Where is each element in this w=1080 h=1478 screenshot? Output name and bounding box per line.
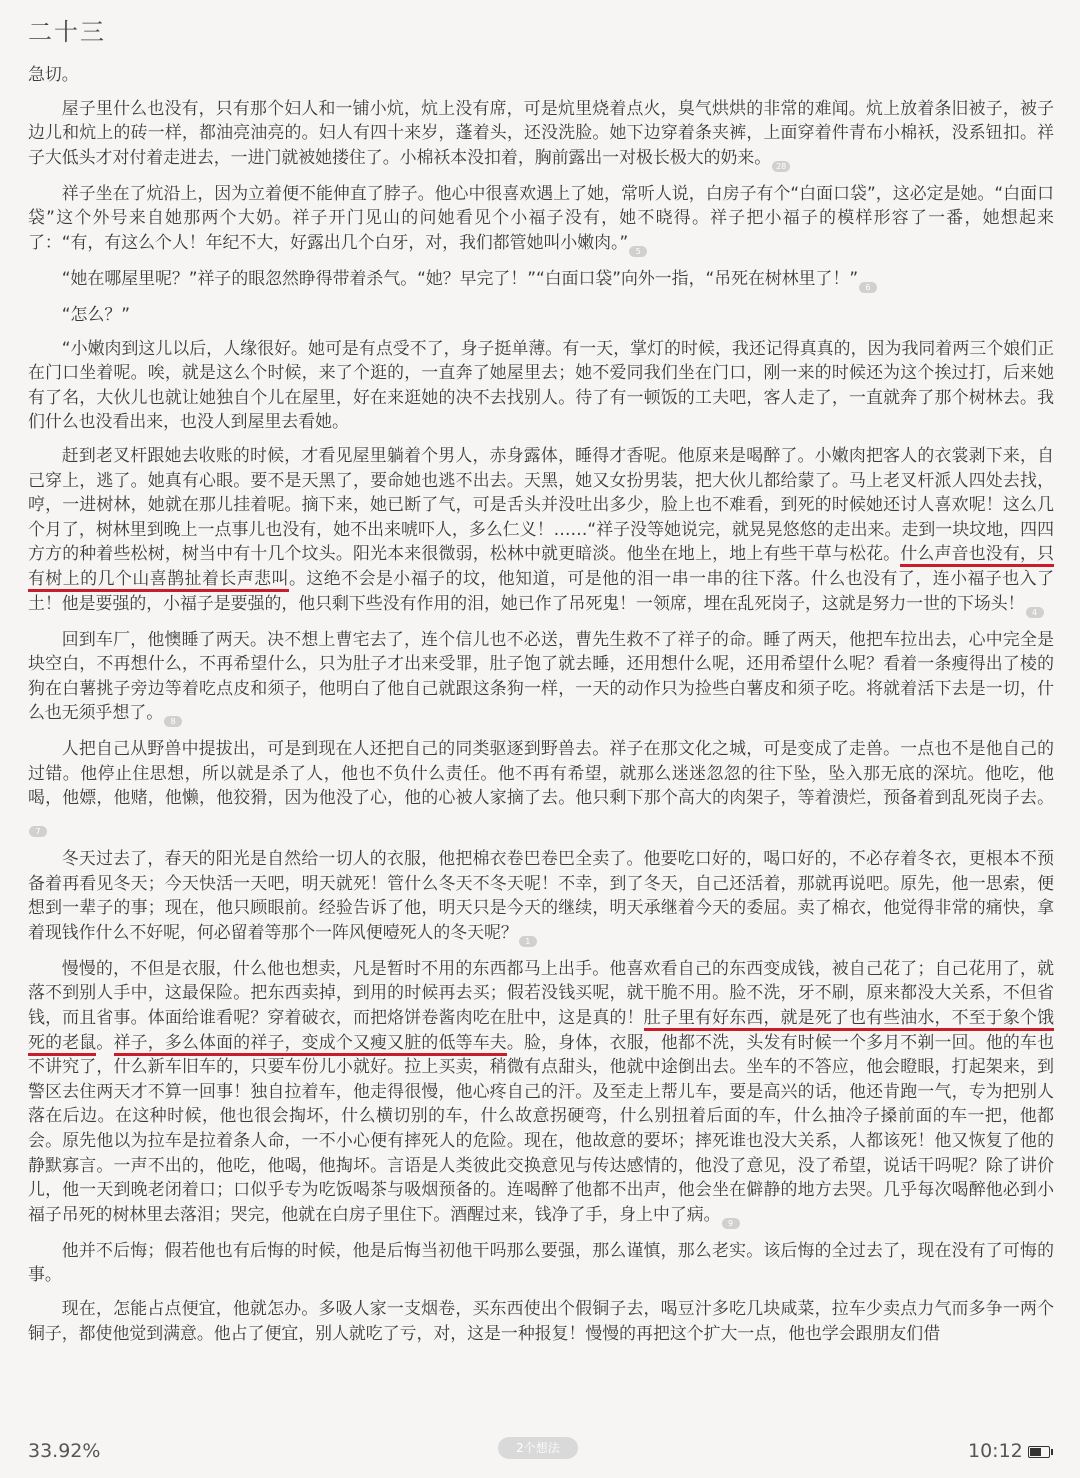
text-segment: 。脸，身体，衣服，他都不洗，头发有时候一个多月不剃一回。他的车也不讲究了，什么新车旧车的，只要车份儿小就好。拉上买卖，稍微有点甜头，他就中途倒出去。坐车的不答应，他会瞪眼，打起架来，到警区去住两天才不算一回事！独自拉着车，他走得很慢，他心疼自己的汗。及至走上帮儿车，要是高兴的话，他还肯跑一气，专为把别人落在后边。在这种时候，他也很会掏坏，什么横切别的车，什么故意拐硬弯，什么别扭着后面的车，什么抽冷子搡前面的车一把，他都会。原先他以为拉车是拉着条人命，一不小心便有摔死人的危险。现在，他故意的要坏；摔死谁也没大关系，人都该死！他又恢复了他的静默寡言。一声不出的，他吃，他喝，他掏坏。言语是人类彼此交换意见与传达感情的，他没了意见，没了希望，说话干吗呢？除了讲价儿，他一天到晚老闭着口；口似乎专为吃饭喝茶与吸烟预备的。连喝醉了他都不出声，他会坐在僻静的地方去哭。几乎每次喝醉他必到小福子吊死的树林里去落泪；哭完，他就在白房子里住下。酒醒过来，钱净了手，身上中了病。 bbox=[28, 1031, 1055, 1224]
text-segment: 慢慢的，不但是衣服，什么他也想卖，凡是暂时不用的东西都马上出手。他喜欢看自己的东西变成钱，被自己花了；自己花用了，就落不到别人手中，这最保险。把东西卖掉，到用的时候再去买；假若没钱买呢，就干脆不用。脸不洗，牙不刷，原来都没大关系，不但省钱，而且省事。体面给谁看呢？穿着破衣，而把烙饼卷酱肉吃在肚中，这是真的！ bbox=[28, 957, 1054, 1028]
paragraph[interactable] bbox=[28, 62, 1054, 87]
text-segment: 。这绝不会是小福子的坟，他知道，可是他的泪一串一串的往下落。什么也没有了，连小福子也入了土！他是要强的，小福子是要强的，他只剩下些没有作用的泪，她已作了吊死鬼！一领席，埋在乱死岗子，这就是努力一世的下场头！ bbox=[28, 567, 1055, 613]
text-segment: 人把自己从野兽中提拔出，可是到现在人还把自己的同类驱逐到野兽去。祥子在那文化之城，可是变成了走兽。一点也不是他自己的过错。他停止住思想，所以就是杀了人，他也不负什么责任。他不再有希望，就那么迷迷忽忽的往下坠，坠入那无底的深坑。他吃，他喝，他嫖，他赌，他懒，他狡猾，因为他没了心，他的心被人家摘了去。他只剩下那个高大的肉架子，等着溃烂，预备着到乱死岗子去。 bbox=[28, 738, 1054, 808]
annotation-count-badge[interactable]: 7 bbox=[29, 826, 47, 837]
paragraph[interactable] bbox=[28, 1238, 1054, 1287]
chapter-title: 二十三 bbox=[28, 18, 106, 46]
reading-text[interactable] bbox=[28, 62, 1054, 1354]
annotation-count-badge[interactable]: 9 bbox=[722, 1218, 740, 1229]
paragraph[interactable] bbox=[28, 336, 1054, 434]
paragraph[interactable] bbox=[28, 266, 1054, 293]
annotation-count-badge[interactable]: 6 bbox=[859, 282, 877, 293]
ideas-button[interactable]: 2个想法 bbox=[498, 1437, 578, 1459]
text-segment: “小嫩肉到这儿以后，人缘很好。她可是有点受不了，身子挺单薄。有一天，掌灯的时候，我还记得真真的，因为我同着两三个娘们正在门口坐着呢。唉，就是这么个时候，来了个逛的，一直奔了她屋里去；她不爱同我们坐在门口，刚一来的时候还为这个挨过打，后来她有了名，大伙儿也就让她独自个儿在屋里，好在来逛她的决不去找别人。待了有一顿饭的工夫吧，客人走了，一直就奔了那个树林去。我们什么也没看出来，也没人到屋里去看她。 bbox=[28, 337, 1054, 432]
annotation-count-badge[interactable]: 1 bbox=[519, 936, 537, 947]
clock-time: 10:12 bbox=[968, 1440, 1023, 1462]
paragraph[interactable] bbox=[28, 96, 1054, 172]
reading-progress: 33.92% bbox=[28, 1440, 101, 1462]
highlighted-underline-text[interactable]: 肚子里有好东西，就是死了也有些油水，不至于象个饿死的老鼠 bbox=[28, 1007, 1054, 1056]
text-segment: 屋子里什么也没有，只有那个妇人和一铺小炕，炕上没有席，可是炕里烧着点火，臭气烘烘的非常的难闻。炕上放着条旧被子，被子边儿和炕上的砖一样，都油亮油亮的。妇人有四十来岁，蓬着头，还没洗脸。她下边穿着条夹裤，上面穿着件青布小棉袄，没系钮扣。祥子大低头才对付着走进去，一进门就被她搂住了。小棉袄本没扣着，胸前露出一对极长极大的奶来。 bbox=[28, 97, 1054, 167]
annotation-count-badge[interactable]: 4 bbox=[1026, 607, 1044, 618]
highlighted-underline-text[interactable]: 祥子，多么体面的祥子，变成个又瘦又脏的低等车夫 bbox=[114, 1032, 507, 1056]
text-segment: 赶到老叉杆跟她去收账的时候，才看见屋里躺着个男人，赤身露体，睡得才香呢。他原来是喝醉了。小嫩肉把客人的衣裳剥下来，自己穿上，逃了。她真有心眼。要不是天黑了，要命她也逃不出去。天黑，她又女扮男装，把大伙儿都给蒙了。马上老叉杆派人四处去找，哼，一进树林，她就在那儿挂着呢。摘下来，她已断了气，可是舌头并没吐出多少，脸上也不难看，到死的时候她还讨人喜欢呢！这么几个月了，树林里到晚上一点事儿也没有，她不出来唬吓人，多么仁义！……“祥子没等她说完，就晃晃悠悠的走出来。走到一块坟地，四四方方的种着些松树，树当中有十几个坟头。阳光本来很微弱，松林中就更暗淡。他坐在地上，地上有些干草与松花。 bbox=[28, 444, 1054, 564]
text-segment: “她在哪屋里呢？”祥子的眼忽然睁得带着杀气。“她？早完了！”“白面口袋”向外一指，“吊死在树林里了！” bbox=[61, 267, 859, 288]
text-segment: 急切。 bbox=[28, 64, 79, 84]
paragraph[interactable] bbox=[28, 846, 1054, 947]
annotation-count-badge[interactable]: 5 bbox=[629, 246, 647, 257]
text-segment: 他并不后悔；假若他也有后悔的时候，他是后悔当初他干吗那么要强，那么谨慎，那么老实。该后悔的全过去了，现在没有了可悔的事。 bbox=[28, 1239, 1054, 1285]
battery-level-fill bbox=[1030, 1448, 1041, 1456]
paragraph[interactable] bbox=[28, 302, 1054, 327]
paragraph[interactable] bbox=[28, 956, 1054, 1229]
battery-icon bbox=[1028, 1446, 1050, 1458]
paragraph[interactable] bbox=[28, 627, 1054, 728]
text-segment: 回到车厂，他懊睡了两天。决不想上曹宅去了，连个信儿也不必送，曹先生救不了祥子的命。睡了两天，他把车拉出去，心中完全是块空白，不再想什么，不再希望什么，只为肚子才出来受罪，肚子饱了就去睡，还用想什么呢，还用希望什么呢？看着一条瘦得出了棱的狗在白薯挑子旁边等着吃点皮和须子，他明白了他自己就跟这条狗一样，一天的动作只为捡些白薯皮和须子吃。将就着活下去是一切，什么也无须乎想了。 bbox=[28, 628, 1054, 723]
annotation-count-badge[interactable]: 8 bbox=[164, 716, 182, 727]
text-segment: “怎么？” bbox=[61, 303, 130, 324]
text-segment: 现在，怎能占点便宜，他就怎办。多吸人家一支烟卷，买东西使出个假铜子去，喝豆汁多吃几块咸菜，拉车少卖点力气而多争一两个铜子，都使他觉到满意。他占了便宜，别人就吃了亏，对，这是一种报复！慢慢的再把这个扩大一点，他也学会跟朋友们借 bbox=[28, 1297, 1054, 1343]
text-segment: 。 bbox=[96, 1031, 114, 1052]
paragraph[interactable] bbox=[28, 443, 1054, 618]
paragraph[interactable] bbox=[28, 1296, 1054, 1345]
annotation-count-badge[interactable]: 28 bbox=[772, 161, 790, 172]
text-segment: 祥子坐在了炕沿上，因为立着便不能伸直了脖子。他心中很喜欢遇上了她，常听人说，白房子有个“白面口袋”，这必定是她。“白面口袋”这个外号来自她那两个大奶。祥子开门见山的问她看见个小福子没有，她不晓得。祥子把小福子的模样形容了一番，她想起来了：“有，有这么个人！年纪不大，好露出几个白牙，对，我们都管她叫小嫩肉。” bbox=[28, 182, 1054, 252]
paragraph[interactable] bbox=[28, 736, 1054, 837]
text-segment: 冬天过去了，春天的阳光是自然给一切人的衣服，他把棉衣卷巴卷巴全卖了。他要吃口好的，喝口好的，不必存着冬衣，更根本不预备着再看见冬天；今天快活一天吧，明天就死！管什么冬天不冬天呢！不幸，到了冬天，自己还活着，那就再说吧。原先，他一思索，便想到一辈子的事；现在，他只顾眼前。经验告诉了他，明天只是今天的继续，明天承继着今天的委屈。卖了棉衣，他觉得非常的痛快，拿着现钱作什么不好呢，何必留着等那个一阵风便噎死人的冬天呢？ bbox=[28, 848, 1054, 942]
paragraph[interactable] bbox=[28, 181, 1054, 257]
highlighted-underline-text[interactable]: 什么声音也没有，只有树上的几个山喜鹊扯着长声悲叫 bbox=[28, 543, 1054, 592]
